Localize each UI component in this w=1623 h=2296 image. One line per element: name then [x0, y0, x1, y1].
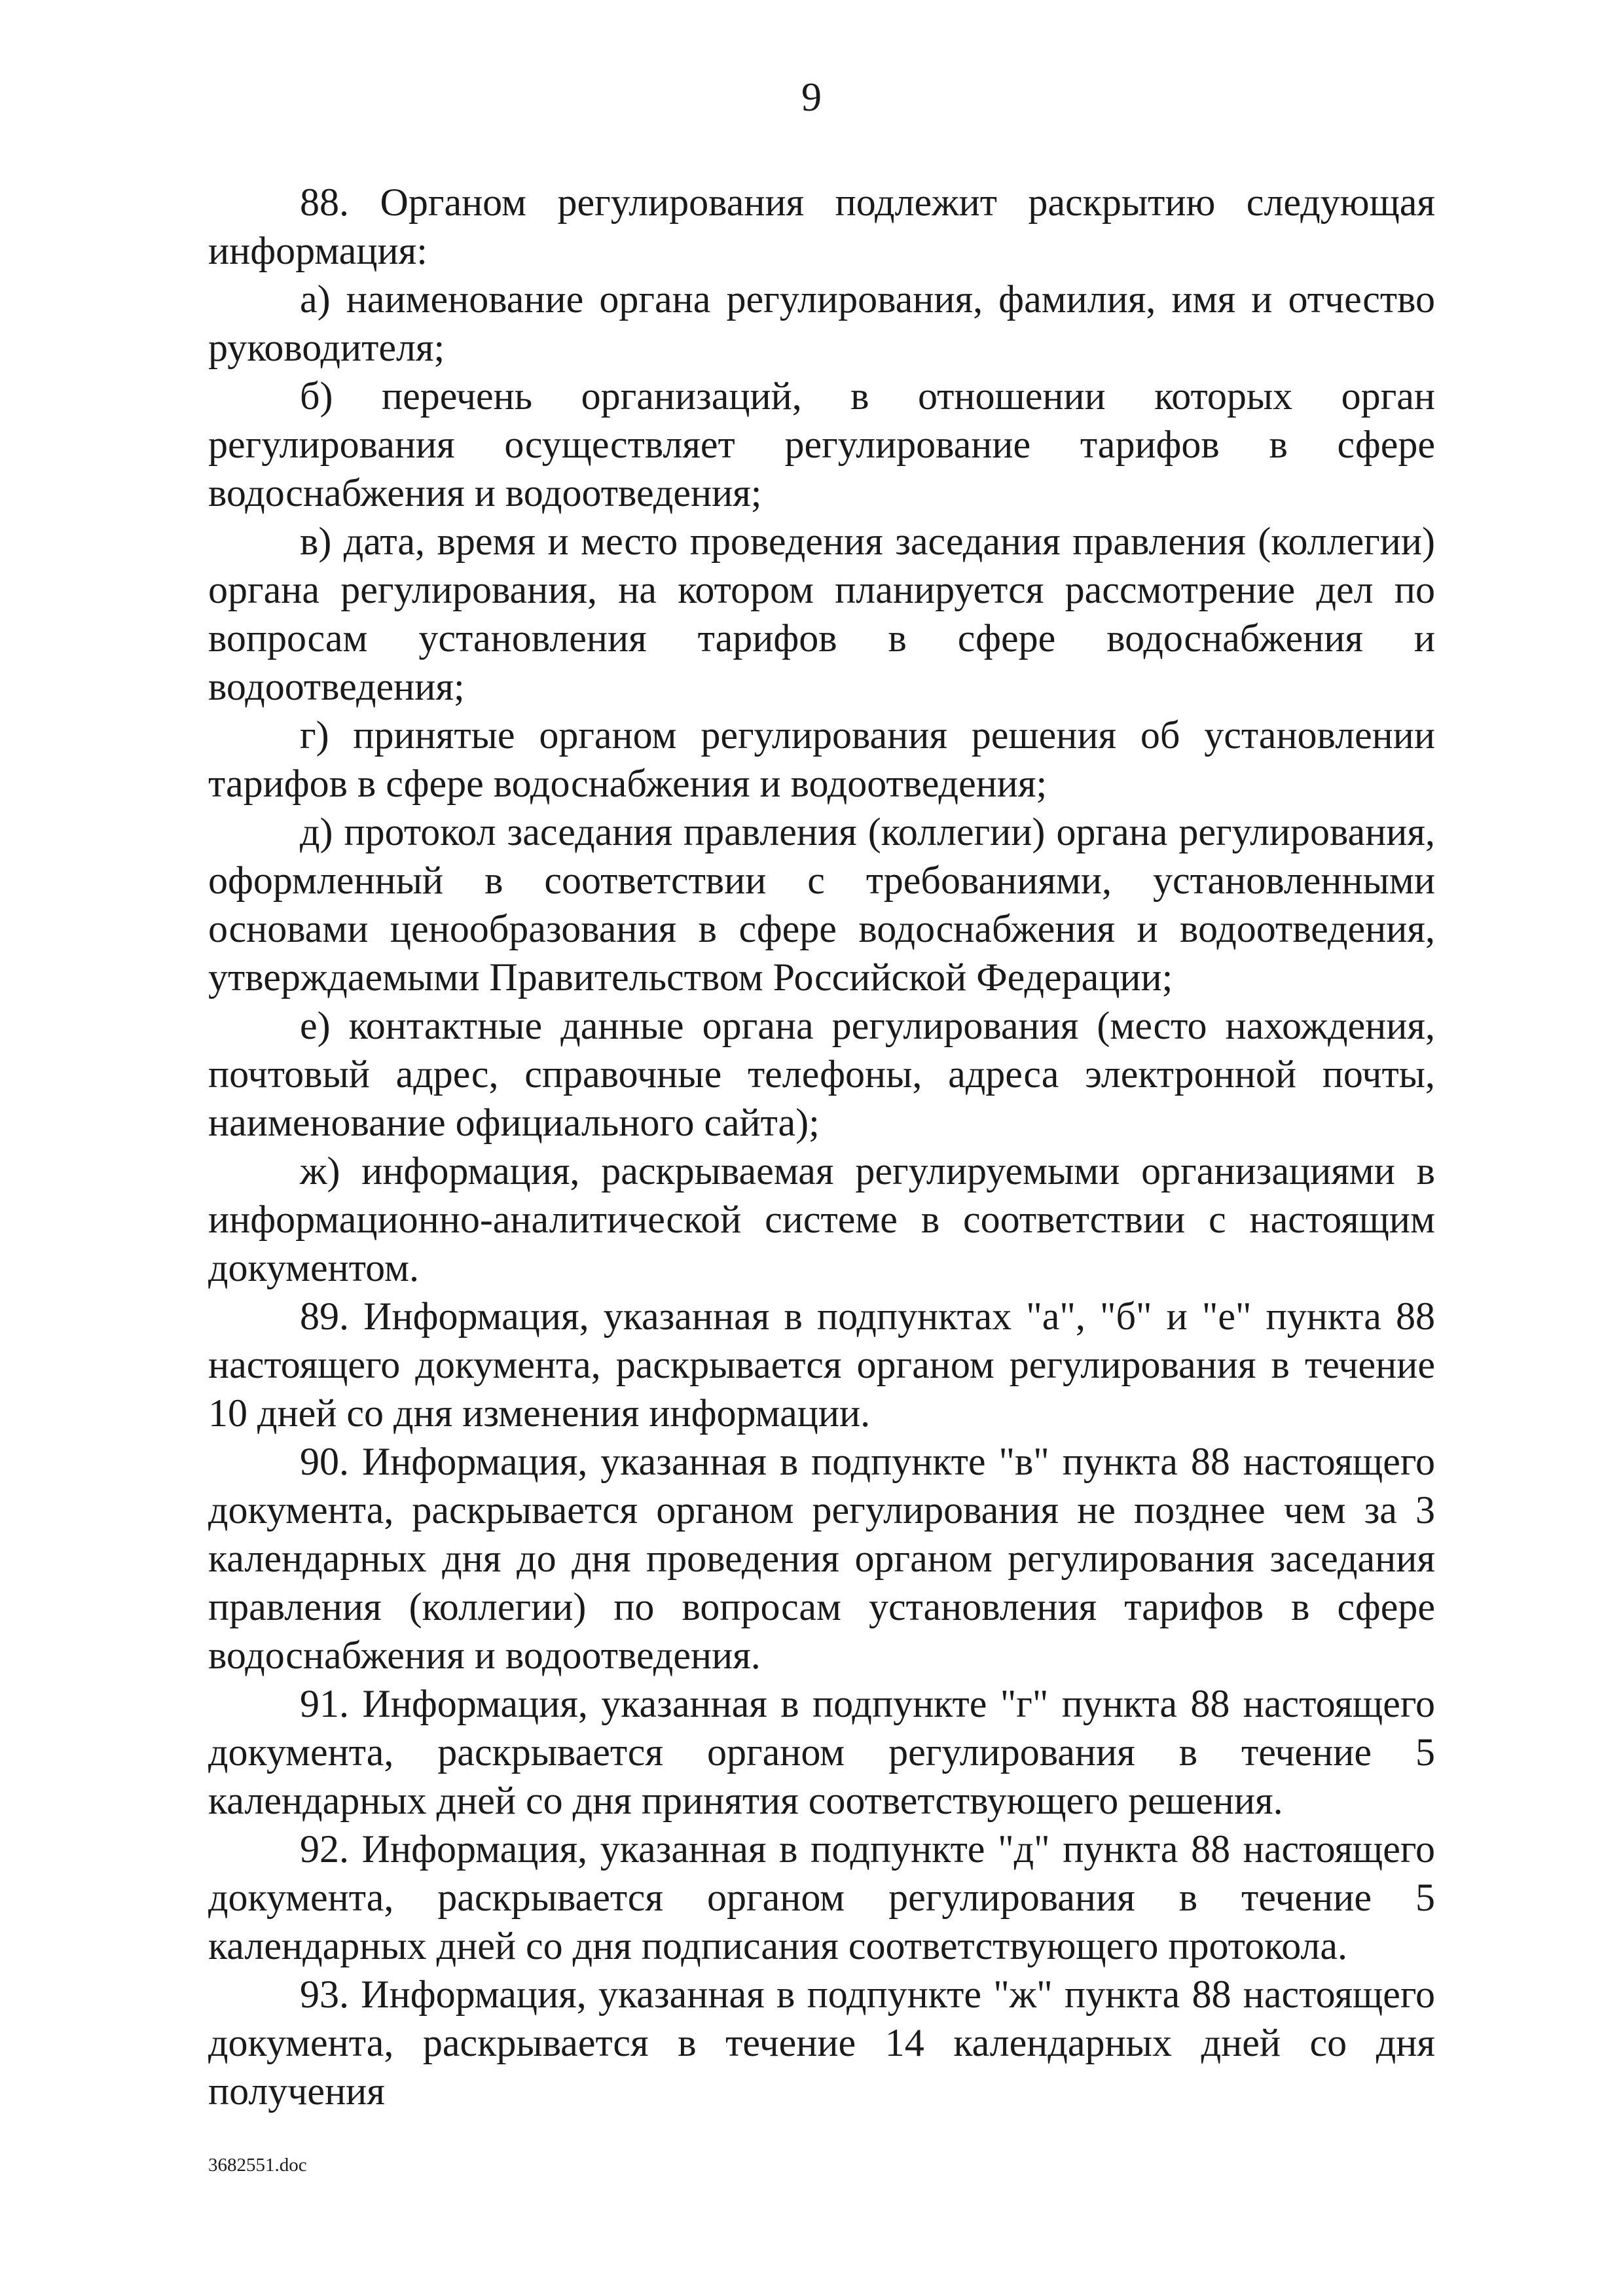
subitem-e: е) контактные данные органа регулирования (место нахождения, почтовый адрес, справочные телефоны, адреса электронной почты, наименование официального сайта);: [208, 1004, 1435, 1144]
paragraph-90: 90. Информация, указанная в подпункте "в" пункта 88 настоящего документа, раскрывается органом регулирования не позднее чем за 3 календарных дня до дня проведения органом регулирования заседания правления (коллегии) по вопросам установления тарифов в сфере водоснабжения и водоотведения.: [208, 1440, 1435, 1677]
document-body: [208, 178, 1435, 2115]
paragraph-92: 92. Информация, указанная в подпункте "д" пункта 88 настоящего документа, раскрывается органом регулирования в течение 5 календарных дней со дня подписания соответствующего протокола.: [208, 1827, 1435, 1967]
footer-filename: 3682551.doc: [208, 2155, 307, 2176]
paragraph-91: 91. Информация, указанная в подпункте "г" пункта 88 настоящего документа, раскрывается органом регулирования в течение 5 календарных дней со дня принятия соответствующего решения.: [208, 1682, 1435, 1822]
subitem-b: б) перечень организаций, в отношении которых орган регулирования осуществляет регулирование тарифов в сфере водоснабжения и водоотведения;: [208, 374, 1435, 514]
subitem-zh: ж) информация, раскрываемая регулируемыми организациями в информационно-аналитической системе в соответствии с настоящим документом.: [208, 1149, 1435, 1289]
page-number: 9: [801, 75, 822, 120]
paragraph-89: 89. Информация, указанная в подпунктах "а", "б" и "е" пункта 88 настоящего документа, раскрывается органом регулирования в течение 10 дней со дня изменения информации.: [208, 1295, 1435, 1435]
paragraph-88: 88. Органом регулирования подлежит раскрытию следующая информация:: [208, 181, 1435, 272]
paragraph-93: 93. Информация, указанная в подпункте "ж" пункта 88 настоящего документа, раскрывается в течение 14 календарных дней со дня получения: [208, 1973, 1435, 2113]
subitem-a: а) наименование органа регулирования, фамилия, имя и отчество руководителя;: [208, 278, 1435, 369]
subitem-d: д) протокол заседания правления (коллегии) органа регулирования, оформленный в соответствии с требованиями, установленными основами ценообразования в сфере водоснабжения и водоотведения, утверждаемыми Правительством Российской Федерации;: [208, 810, 1435, 999]
subitem-g: г) принятые органом регулирования решения об установлении тарифов в сфере водоснабжения и водоотведения;: [208, 713, 1435, 805]
subitem-v: в) дата, время и место проведения заседания правления (коллегии) органа регулирования, на котором планируется рассмотрение дел по вопросам установления тарифов в сфере водоснабжения и водоотведения;: [208, 520, 1435, 708]
